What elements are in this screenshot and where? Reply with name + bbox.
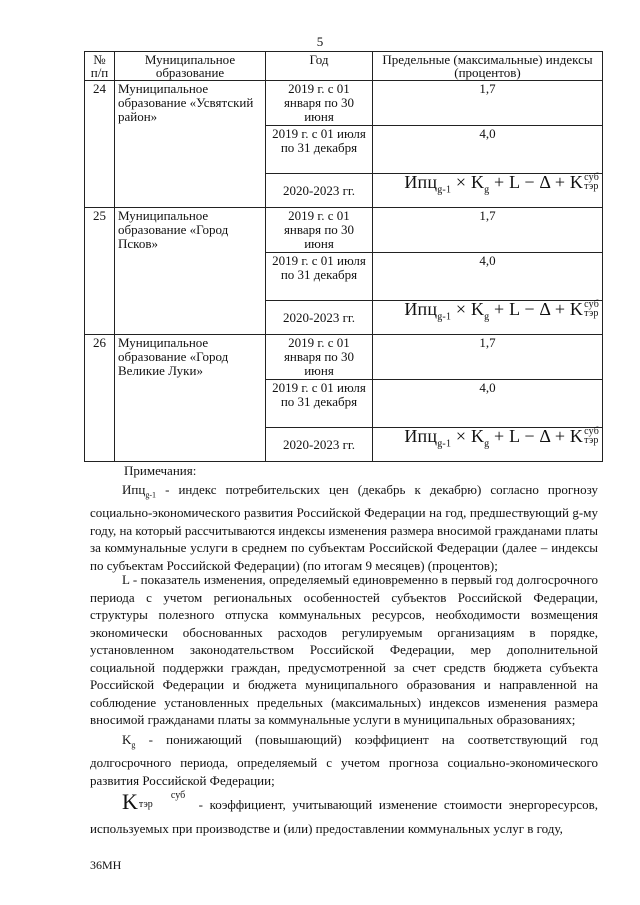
- municipality-name: Муниципальное образование «Город Великие Луки»: [115, 335, 266, 462]
- table-row: [85, 81, 603, 126]
- period-year: 2019 г. с 01 января по 30 июня: [266, 81, 373, 126]
- index-formula: $Ипц_{g-1} \times K_g + L - \Delta$ + Kсуб тэр: [373, 428, 603, 462]
- period-year: 2020-2023 гг.: [266, 301, 373, 335]
- notes-title: Примечания:: [124, 463, 197, 478]
- index-value: 1,7: [373, 208, 603, 253]
- formula-kg: $K_g$: [470, 172, 490, 196]
- municipality-name: Муниципальное образование «Усвятский район»: [115, 81, 266, 208]
- ipc-symbol: Ипц$_{g-1}$: [122, 482, 156, 500]
- note-kg-text: - понижающий (повышающий) коэффициент на соответствующий год долгосрочного периода, определяемый с учетом прогноза социально-экономического развития Российской Федерации;: [90, 732, 598, 788]
- period-year: 2019 г. с 01 июля по 31 декабря: [266, 253, 373, 301]
- header-num: № п/п: [85, 52, 115, 81]
- index-value: 4,0: [373, 126, 603, 174]
- period-year: 2019 г. с 01 июля по 31 декабря: [266, 126, 373, 174]
- period-year: 2019 г. с 01 июля по 31 декабря: [266, 380, 373, 428]
- municipality-name: Муниципальное образование «Город Псков»: [115, 208, 266, 335]
- header-year: Год: [266, 52, 373, 81]
- index-formula: $Ипц_{g-1} \times K_g + L - \Delta$ + Kсуб тэр: [373, 174, 603, 208]
- note-kg: [90, 731, 598, 789]
- kg-symbol: $K_g$: [122, 732, 136, 750]
- table-row: [85, 335, 603, 380]
- header-municipality: Муниципальное образование: [115, 52, 266, 81]
- period-year: 2019 г. с 01 января по 30 июня: [266, 335, 373, 380]
- row-number: 26: [85, 335, 115, 462]
- note-ipc: [90, 481, 598, 574]
- table-header-row: [85, 52, 603, 81]
- formula-kg: $K_g$: [470, 426, 490, 450]
- note-kter: [90, 790, 598, 841]
- index-value: 4,0: [373, 253, 603, 301]
- indices-table: [84, 51, 603, 462]
- formula-ipc: Ипц$_{g-1}$: [404, 172, 452, 196]
- formula-kter: Kсуб тэр: [569, 172, 599, 193]
- period-year: 2019 г. с 01 января по 30 июня: [266, 208, 373, 253]
- formula-ipc: Ипц$_{g-1}$: [404, 299, 452, 323]
- formula-ipc: Ипц$_{g-1}$: [404, 426, 452, 450]
- note-ipc-text: - индекс потребительских цен (декабрь к декабрю) согласно прогнозу социально-экономического развития Российской Федерации на год, предшествующий g-му году, на который рассчитываются индексы изменения размера вносимой гражданами платы за коммунальные услуги в среднем по субъектам Российской Федерации (далее – индексы по субъектам Российской Федерации) (по итогам 9 месяцев) (процентов);: [90, 482, 598, 573]
- row-number: 24: [85, 81, 115, 208]
- row-number: 25: [85, 208, 115, 335]
- period-year: 2020-2023 гг.: [266, 174, 373, 208]
- index-value: 4,0: [373, 380, 603, 428]
- note-l: L - показатель изменения, определяемый единовременно в первый год долгосрочного периода с учетом региональных особенностей субъектов Российской Федерации, структуры полезного отпуска коммунальных ресурсов, необходимости возмещения экономически обоснованных расходов регулируемым организациям в порядке, установленном законодательством Российской Федерации, мер дополнительной социальной поддержки граждан, предусмотренной за счет средств бюджета субъекта Российской Федерации и бюджета муниципального образования и направленной на соблюдение установленных предельных (максимальных) индексов изменения размера вносимой гражданами платы за коммунальные услуги в муниципальных образованиях;: [90, 572, 598, 727]
- page-number: 5: [316, 34, 324, 49]
- index-value: 1,7: [373, 335, 603, 380]
- note-kter-text: - коэффициент, учитывающий изменение стоимости энергоресурсов, используемых при производстве и (или) предоставлении коммунальных услуг в году,: [90, 797, 598, 836]
- formula-kter: Kсуб тэр: [569, 299, 599, 320]
- index-formula: $Ипц_{g-1} \times K_g + L - \Delta$ + Kсуб тэр: [373, 301, 603, 335]
- formula-kg: $K_g$: [470, 299, 490, 323]
- period-year: 2020-2023 гг.: [266, 428, 373, 462]
- kter-symbol: K суб тэр: [122, 789, 186, 814]
- index-value: 1,7: [373, 81, 603, 126]
- formula-kter: Kсуб тэр: [569, 426, 599, 447]
- header-index: Предельные (максимальные) индексы (процентов): [373, 52, 603, 81]
- footer-code: 36МН: [90, 858, 122, 872]
- table-row: [85, 208, 603, 253]
